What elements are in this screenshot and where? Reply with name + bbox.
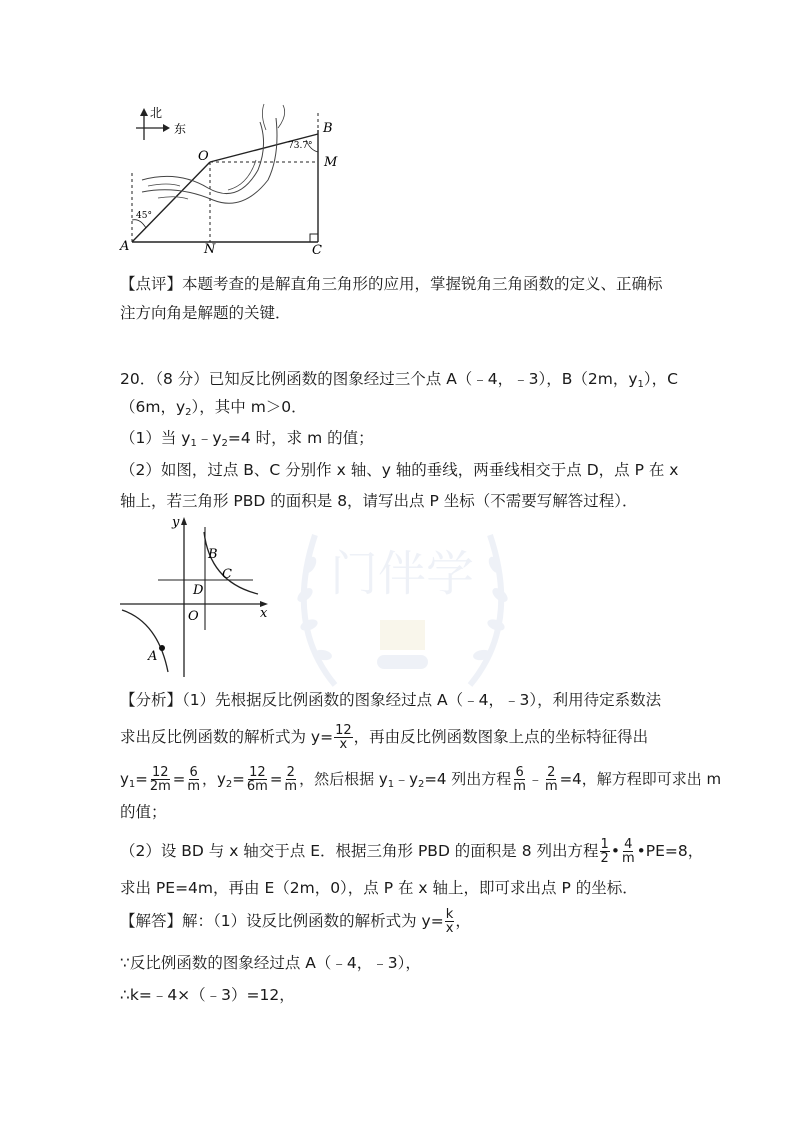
point-C-label: C <box>222 567 232 582</box>
comment-line-1: 【点评】本题考查的是解直角三角形的应用，掌握锐角三角函数的定义、正确标 <box>120 275 663 293</box>
hyperbola-graph <box>118 512 273 682</box>
solution-label: 【解答】 <box>120 912 183 930</box>
east-label: 东 <box>174 122 187 136</box>
analysis-line-6: 求出 PE=4m，再由 E（2m，0），点 P 在 x 轴上，即可求出点 P 的坐标． <box>120 879 638 897</box>
angle-A-label: 45° <box>136 211 152 221</box>
point-B-label: B <box>208 547 218 562</box>
analysis-line-3: $y_1=$ $\frac{12}{2m}$ = $\frac{6}{m}$ ，$y_2=$ $\frac{12}{6m}$ = $\frac{2}{m}$ ，然后根据 $y_1﹣y_2=4$ 列出方程 $\frac{6}{m}$ ﹣ $\frac{2}{m}$ =4，解方程即可求出 m <box>120 765 722 794</box>
point-N-label: N <box>204 242 216 255</box>
axis-y-label: y <box>172 515 180 530</box>
comment-label: 【点评】 <box>120 275 183 293</box>
north-label: 北 <box>150 106 163 120</box>
problem-line-2: （6m，$y_2$），其中 m＞0． <box>120 398 307 418</box>
axis-x-label: x <box>260 606 268 621</box>
analysis-line-2: 求出反比例函数的解析式为 y= $\frac{12}{x}$ ，再由反比例函数图象上点的坐标特征得出 <box>120 723 649 752</box>
origin-O-label: O <box>188 609 199 624</box>
watermark-logo <box>275 495 530 710</box>
angle-B-label: 73.7° <box>288 141 313 151</box>
problem-line-1: 20．（8 分）已知反比例函数的图象经过三个点 A（﹣4，﹣3），B（2m，$y_1$），C <box>120 370 678 390</box>
solution-line-2: ∵反比例函数的图象经过点 A（﹣4，﹣3）， <box>120 954 421 972</box>
point-B-label: B <box>323 121 333 136</box>
comment-line-2: 注方向角是解题的关键． <box>120 304 291 322</box>
problem-question-2-line-2: 轴上，若三角形 PBD 的面积是 8，请写出点 P 坐标（不需要写解答过程）． <box>120 492 638 510</box>
point-A-label: A <box>148 649 158 664</box>
point-A-label: A <box>120 239 130 254</box>
watermark-text: 门伴学 <box>329 546 475 602</box>
problem-question-1: （1）当 $y_1﹣y_2=4$ 时，求 m 的值； <box>120 429 374 449</box>
analysis-line-4: 的值； <box>120 803 167 821</box>
analysis-label: 【分析】 <box>120 691 183 709</box>
point-O-label: O <box>198 149 209 164</box>
solution-line-1: 【解答】解：（1）设反比例函数的解析式为 y= $\frac{k}{x}$ ， <box>120 907 471 936</box>
solution-line-3: ∴k=﹣4×（﹣3）=12， <box>120 986 295 1004</box>
point-C-label: C <box>312 243 322 255</box>
point-D-label: D <box>193 583 204 598</box>
survey-diagram <box>118 100 343 255</box>
analysis-line-1: 【分析】（1）先根据反比例函数的图象经过点 A（﹣4，﹣3），利用待定系数法 <box>120 691 662 709</box>
point-M-label: M <box>324 155 338 170</box>
analysis-line-5: （2）设 BD 与 x 轴交于点 E．根据三角形 PBD 的面积是 8 列出方程 $\frac{1}{2}$ • $\frac{4}{m}$ •PE=8， <box>120 837 704 866</box>
problem-question-2-line-1: （2）如图，过点 B、C 分别作 x 轴、y 轴的垂线，两垂线相交于点 D，点 P 在 x <box>120 461 679 479</box>
